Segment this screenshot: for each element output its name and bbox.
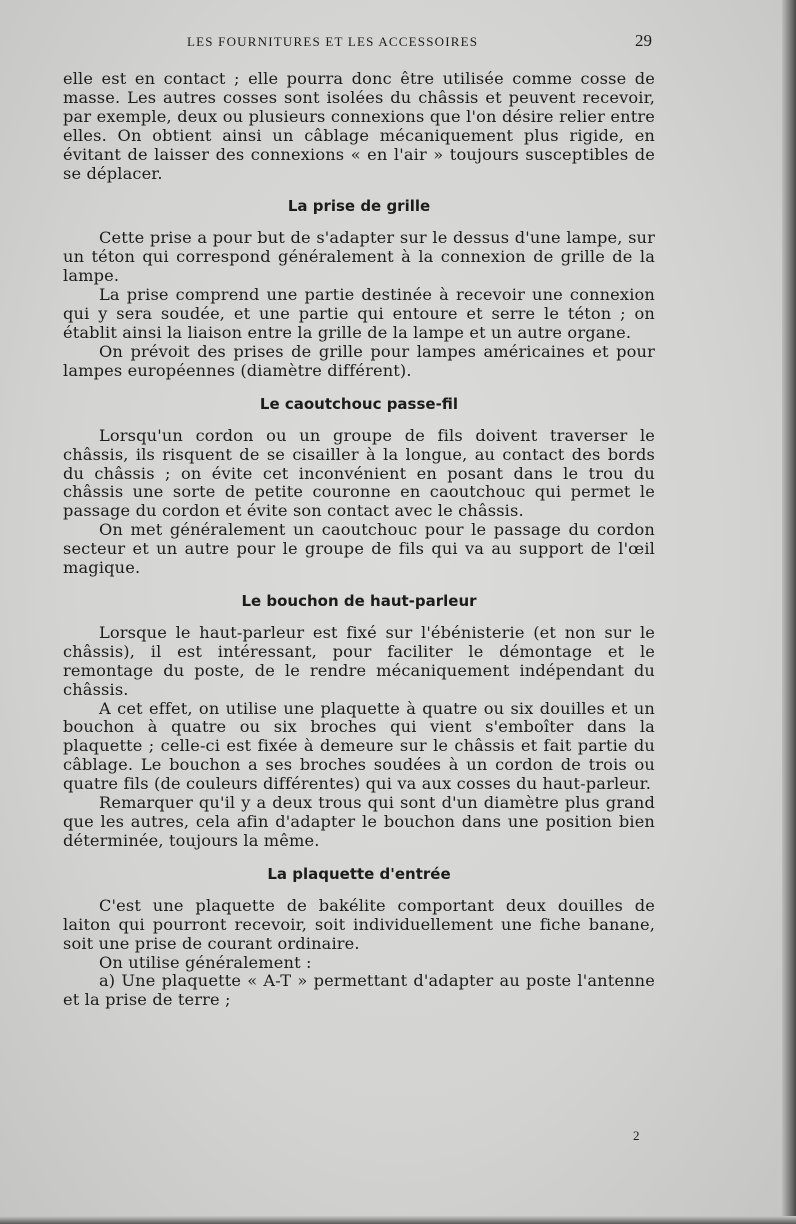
paragraph: La prise comprend une partie destinée à recevoir une connexion qui y sera soudée, et une partie qui entoure et serre le téton ; on établit ainsi la liaison entre la grille de la lampe et un autre organe.: [63, 285, 655, 342]
paragraph: elle est en contact ; elle pourra donc être utilisée comme cosse de masse. Les autres cosses sont isolées du châssis et peuvent recevoir, par exemple, deux ou plusieurs connexions que l'on désire relier entre elles. On obtient ainsi un câblage mécaniquement plus rigide, en évitant de laisser des connexions « en l'air » toujours susceptibles de se déplacer.: [63, 69, 655, 183]
section-heading-bouchon: Le bouchon de haut-parleur: [241, 591, 477, 610]
page-bottom-shadow: [0, 1216, 796, 1224]
paragraph: a) Une plaquette « A-T » permettant d'adapter au poste l'antenne et la prise de terre ;: [63, 971, 655, 1010]
paragraph: On met généralement un caoutchouc pour le passage du cordon secteur et un autre pour le groupe de fils qui va au support de l'œil magique.: [63, 520, 655, 578]
section-heading-grille: La prise de grille: [287, 197, 431, 216]
paragraph: On prévoit des prises de grille pour lampes américaines et pour lampes européennes (diamètre différent).: [63, 341, 655, 380]
page-body: [63, 70, 655, 1010]
paragraph: Lorsqu'un cordon ou un groupe de fils doivent traverser le châssis, ils risquent de se cisailler à la longue, au contact des bords du châssis ; on évite cet inconvénient en posant dans le trou du châssis une sorte de petite couronne en caoutchouc qui permet le passage du cordon et évite son contact avec le châssis.: [63, 425, 655, 521]
running-head: [62, 31, 652, 54]
printer-signature-mark: 2: [633, 1128, 640, 1143]
paragraph: Cette prise a pour but de s'adapter sur le dessus d'une lampe, sur un téton qui correspond généralement à la connexion de grille de la lampe.: [63, 228, 655, 286]
paragraph: On utilise généralement :: [99, 952, 312, 972]
paragraph: Lorsque le haut-parleur est fixé sur l'ébénisterie (et non sur le châssis), il est intéressant, pour faciliter le démontage et le remontage du poste, de le rendre mécaniquement indépendant du châssis.: [63, 622, 655, 699]
paragraph: Remarquer qu'il y a deux trous qui sont d'un diamètre plus grand que les autres, cela afin d'adapter le bouchon dans une position bien déterminée, toujours la même.: [63, 793, 655, 850]
paragraph: C'est une plaquette de bakélite comportant deux douilles de laiton qui pourront recevoir, soit individuellement une fiche banane, soit une prise de courant ordinaire.: [63, 895, 655, 953]
section-heading-caoutchouc: Le caoutchouc passe-fil: [259, 394, 459, 413]
page-number: 29: [635, 31, 652, 50]
book-spine-shadow: [782, 0, 796, 1224]
section-heading-plaquette: La plaquette d'entrée: [267, 864, 451, 883]
paragraph: A cet effet, on utilise une plaquette à quatre ou six douilles et un bouchon à quatre ou six broches qui vient s'emboîter dans la plaquette ; celle-ci est fixée à demeure sur le châssis et fait partie du câblage. Le bouchon a ses broches soudées à un cordon de trois ou quatre fils (de couleurs différentes) qui va aux cosses du haut-parleur.: [63, 698, 655, 794]
running-title: LES FOURNITURES ET LES ACCESSOIRES: [187, 34, 479, 49]
